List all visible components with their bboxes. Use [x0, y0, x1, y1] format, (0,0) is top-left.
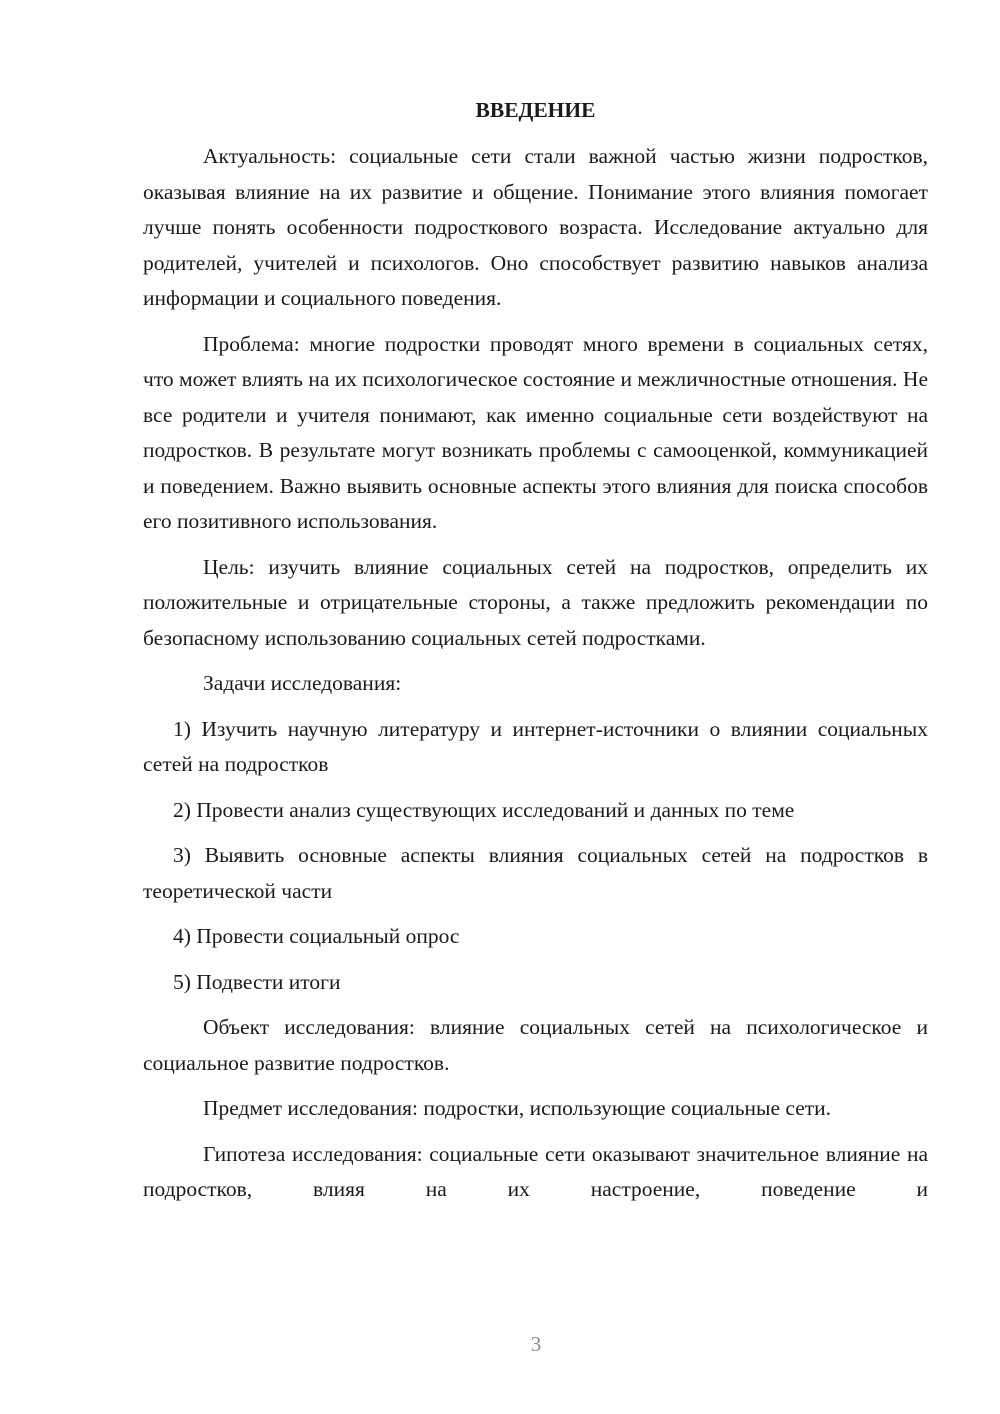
task-item: 4) Провести социальный опрос [173, 924, 460, 948]
task-item: 3) Выявить основные аспекты влияния социальных сетей на подростков в теоретической части [143, 843, 928, 903]
hypothesis-paragraph: Гипотеза исследования: социальные сети оказывают значительное влияние на подростков, влияя на их настроение, поведение и [143, 1141, 928, 1201]
subject-paragraph: Предмет исследования: подростки, использующие социальные сети. [203, 1096, 832, 1120]
tasks-title: Задачи исследования: [203, 671, 402, 695]
page-number: 3 [530, 1332, 542, 1356]
section-heading: ВВЕДЕНИЕ [475, 98, 596, 122]
object-paragraph: Объект исследования: влияние социальных сетей на психологическое и социальное развитие подростков. [143, 1015, 928, 1075]
task-item: 1) Изучить научную литературу и интернет-источники о влиянии социальных сетей на подростков [143, 716, 928, 776]
task-item: 5) Подвести итоги [173, 969, 341, 994]
task-item: 2) Провести анализ существующих исследований и данных по теме [173, 797, 795, 822]
goal-paragraph: Цель: изучить влияние социальных сетей на подростков, определить их положительные и отрицательные стороны, а также предложить рекомендации по безопасному использованию социальных сетей подростками. [143, 554, 928, 650]
problem-paragraph: Проблема: многие подростки проводят много времени в социальных сетях, что может влиять на их психологическое состояние и межличностные отношения. Не все родители и учителя понимают, как именно социальные сети воздействуют на подростков. В результате могут возникать проблемы с самооценкой, коммуникацией и поведением. Важно выявить основные аспекты этого влияния для поиска способов его позитивного использования. [143, 331, 928, 533]
relevance-paragraph: Актуальность: социальные сети стали важной частью жизни подростков, оказывая влияние на их развитие и общение. Понимание этого влияния помогает лучше понять особенности подросткового возраста. Исследование актуально для родителей, учителей и психологов. Оно способствует развитию навыков анализа информации и социального поведения. [143, 144, 928, 310]
document-page [143, 94, 928, 1218]
